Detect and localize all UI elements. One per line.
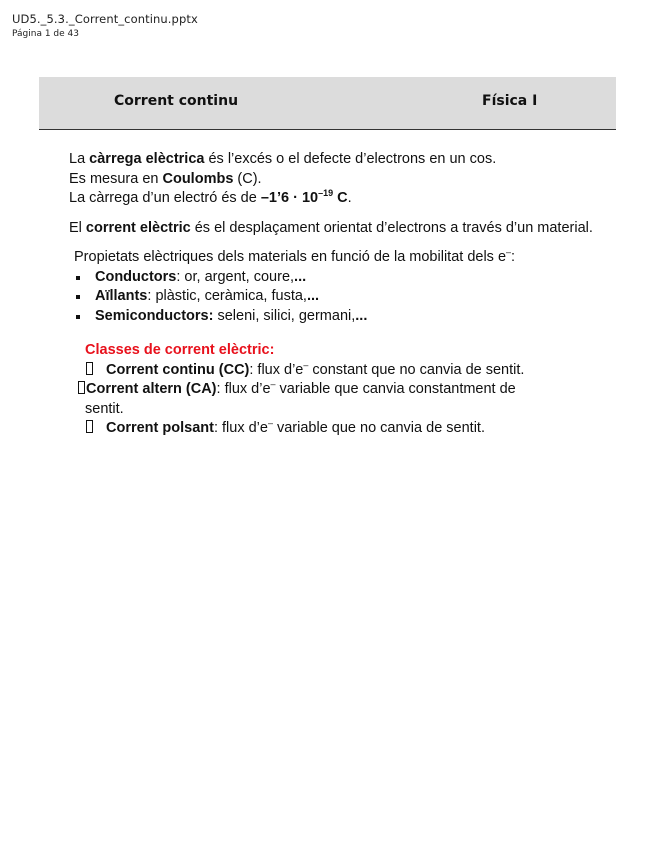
class-alternating-current: [69, 380, 609, 400]
text-segment: El: [69, 219, 86, 236]
text-segment: Es mesura en: [69, 170, 163, 187]
text-segment: .: [347, 190, 352, 206]
text-segment: :: [147, 288, 156, 304]
ellipsis: ...: [306, 288, 320, 304]
checkbox-glyph-icon: [86, 362, 93, 375]
text-segment: (C).: [233, 170, 262, 187]
class-term: Corrent continu (CC): [106, 361, 250, 378]
checkbox-glyph-icon: [86, 420, 93, 433]
list-item: [69, 307, 609, 327]
text-segment: :: [511, 249, 516, 265]
text-segment: : flux d’e: [213, 420, 268, 436]
properties-list: [69, 268, 609, 327]
document-header: [12, 12, 198, 39]
class-pulsating-current: [69, 419, 609, 439]
slide-title-bar: [39, 77, 616, 130]
property-examples: or, argent, coure,: [184, 268, 295, 285]
text-segment: Propietats elèctriques dels materials en funció de la mobilitat dels e: [74, 249, 507, 265]
term-coulombs: Coulombs: [162, 170, 234, 187]
properties-intro: [69, 248, 609, 268]
class-term: Corrent altern (CA): [86, 381, 217, 397]
list-item: [69, 268, 609, 288]
property-term: Conductors: [95, 268, 177, 285]
electron-superscript: –: [270, 379, 276, 390]
property-examples: seleni, silici, germani,: [217, 307, 356, 324]
slide-title: Corrent continu: [114, 93, 239, 109]
slide-content: [69, 150, 609, 439]
bullet-icon: [76, 315, 80, 319]
property-examples: plàstic, ceràmica, fusta,: [155, 288, 307, 304]
term-corrent-electric: corrent elèctric: [85, 219, 191, 236]
bullet-icon: [76, 276, 80, 280]
current-definition: [69, 219, 609, 239]
class-alternating-current-continuation: sentit.: [85, 400, 124, 417]
property-term: Semiconductors:: [95, 307, 214, 324]
text-segment: :: [176, 268, 185, 285]
class-direct-current: [69, 361, 609, 381]
text-segment: constant que no canvia de sentit.: [308, 361, 525, 378]
text-segment: : flux d’e: [249, 361, 304, 378]
checkbox-glyph-icon: [78, 381, 85, 394]
property-term: Aïllants: [95, 288, 148, 304]
charge-definition: [69, 150, 609, 170]
text-segment: La: [69, 151, 90, 167]
class-term: Corrent polsant: [106, 420, 214, 436]
ellipsis: ...: [294, 268, 307, 285]
electron-charge-value: –1’6 · 10: [260, 190, 319, 206]
electron-superscript: –: [506, 247, 512, 258]
text-segment: variable que canvia constantment de: [275, 381, 516, 397]
page-indicator: Página 1 de 43: [12, 29, 79, 39]
electron-charge-exponent: –19: [318, 188, 334, 199]
electron-charge: [69, 189, 609, 209]
list-item: [69, 287, 609, 307]
electron-superscript: –: [267, 418, 273, 429]
text-segment: variable que no canvia de sentit.: [272, 420, 485, 436]
text-segment: és l’excés o el defecte d’electrons en un cos.: [204, 151, 497, 167]
electron-superscript: –: [303, 359, 309, 370]
text-segment: : flux d’e: [216, 381, 271, 397]
charge-unit: [69, 170, 609, 190]
electron-charge-unit: C: [333, 190, 348, 206]
text-segment: La càrrega d’un electró és de: [69, 190, 261, 206]
document-filename: UD5._5.3._Corrent_continu.pptx: [12, 12, 198, 26]
term-carrega-electrica: càrrega elèctrica: [89, 151, 205, 167]
classes-title: Classes de corrent elèctric:: [85, 342, 275, 358]
slide-subject: Física I: [482, 93, 538, 109]
ellipsis: ...: [355, 307, 368, 324]
text-segment: és el desplaçament orientat d’electrons a través d’un material.: [190, 219, 593, 236]
bullet-icon: [76, 295, 80, 299]
